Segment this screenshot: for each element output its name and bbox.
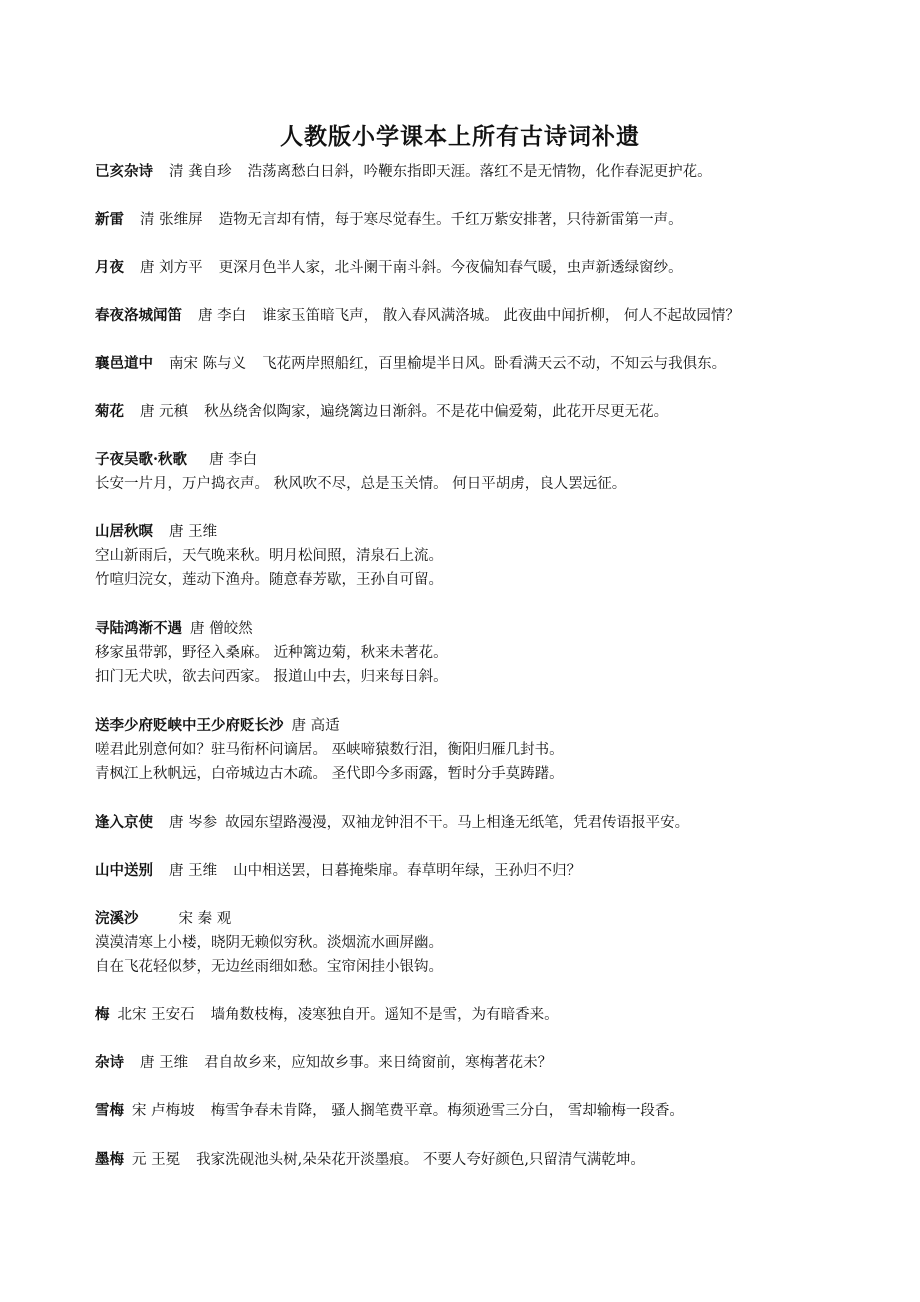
poem-title: 送李少府贬峡中王少府贬长沙 bbox=[95, 717, 284, 734]
poem-title: 已亥杂诗 bbox=[95, 163, 153, 180]
poem-line bbox=[95, 1051, 885, 1075]
poem-line: 青枫江上秋帆远，白帝城边古木疏。 圣代即今多雨露，暂时分手莫踌躇。 bbox=[95, 766, 564, 782]
poem bbox=[95, 352, 885, 376]
poem-heading bbox=[95, 617, 885, 641]
poem-attribution: 元 王冕 bbox=[132, 1152, 181, 1168]
poem-text: 秋丛绕舍似陶家，遍绕篱边日渐斜。不是花中偏爱菊，此花开尽更无花。 bbox=[204, 404, 669, 420]
poem bbox=[95, 1051, 885, 1075]
poem-title: 梅 bbox=[95, 1006, 110, 1023]
poem-line bbox=[95, 256, 885, 280]
poem-text: 山中相送罢，日暮掩柴扉。春草明年绿，王孙归不归？ bbox=[233, 863, 582, 879]
poem-line: 竹喧归浣女，莲动下渔舟。随意春芳歇，王孙自可留。 bbox=[95, 572, 443, 588]
poem bbox=[95, 448, 885, 496]
poem-text: 更深月色半人家，北斗阑干南斗斜。今夜偏知春气暖，虫声新透绿窗纱。 bbox=[218, 260, 683, 276]
poem-line bbox=[95, 400, 885, 424]
poem-line: 空山新雨后，天气晚来秋。明月松间照，清泉石上流。 bbox=[95, 548, 443, 564]
poem-line bbox=[95, 304, 885, 328]
poem-attribution: 唐 王维 bbox=[169, 863, 218, 879]
poem-text: 梅雪争春未肯降， 骚人搁笔费平章。梅须逊雪三分白， 雪却输梅一段香。 bbox=[210, 1103, 684, 1119]
poem-attribution: 唐 王维 bbox=[169, 524, 218, 540]
poem-title: 浣溪沙 bbox=[95, 910, 139, 927]
poem-text: 故园东望路漫漫，双袖龙钟泪不干。马上相逢无纸笔，凭君传语报平安。 bbox=[225, 815, 690, 831]
poem-title: 子夜吴歌·秋歌 bbox=[95, 451, 188, 468]
poem-line: 移家虽带郭，野径入桑麻。 近种篱边菊，秋来未著花。 bbox=[95, 645, 448, 661]
poem-line bbox=[95, 859, 885, 883]
poem-heading bbox=[95, 907, 885, 931]
poem bbox=[95, 907, 885, 979]
poem bbox=[95, 304, 885, 328]
poem-attribution: 唐 李白 bbox=[209, 452, 258, 468]
poem-heading bbox=[95, 714, 885, 738]
poem-attribution: 清 龚自珍 bbox=[169, 164, 232, 180]
poem-title: 雪梅 bbox=[95, 1102, 124, 1119]
poem-attribution: 唐 元稹 bbox=[140, 404, 189, 420]
poem-attribution: 唐 岑参 bbox=[169, 815, 218, 831]
poem-line: 自在飞花轻似梦，无边丝雨细如愁。宝帘闲挂小银钩。 bbox=[95, 959, 443, 975]
poem bbox=[95, 1148, 885, 1172]
poem-line bbox=[95, 208, 885, 232]
poem-attribution: 北宋 王安石 bbox=[117, 1007, 195, 1023]
poem-text: 浩荡离愁白日斜，吟鞭东指即天涯。落红不是无情物，化作春泥更护花。 bbox=[247, 164, 712, 180]
poem bbox=[95, 400, 885, 424]
poem bbox=[95, 256, 885, 280]
poem-text: 我家洗砚池头树,朵朵花开淡墨痕。 不要人夸好颜色,只留清气满乾坤。 bbox=[196, 1152, 645, 1168]
poem-attribution: 南宋 陈与义 bbox=[169, 356, 247, 372]
poem-text: 墙角数枝梅，凌寒独自开。遥知不是雪，为有暗香来。 bbox=[210, 1007, 559, 1023]
poem bbox=[95, 714, 885, 786]
poem-title: 杂诗 bbox=[95, 1054, 124, 1071]
poem-attribution: 唐 僧皎然 bbox=[190, 621, 253, 637]
poem-title: 山居秋暝 bbox=[95, 523, 153, 540]
poem-text: 飞花两岸照船红，百里榆堤半日风。卧看满天云不动，不知云与我俱东。 bbox=[262, 356, 727, 372]
poem-line bbox=[95, 352, 885, 376]
poem-line: 嗟君此别意何如？驻马衔杯问谪居。 巫峡啼猿数行泪，衡阳归雁几封书。 bbox=[95, 742, 564, 758]
poem-text: 谁家玉笛暗飞声， 散入春风满洛城。 此夜曲中闻折柳， 何人不起故园情？ bbox=[262, 308, 740, 324]
poem-heading bbox=[95, 520, 885, 544]
poem bbox=[95, 208, 885, 232]
poem bbox=[95, 160, 885, 184]
poem bbox=[95, 811, 885, 835]
poem bbox=[95, 1099, 885, 1123]
poem-text: 君自故乡来，应知故乡事。来日绮窗前，寒梅著花未？ bbox=[204, 1055, 553, 1071]
poem-title: 墨梅 bbox=[95, 1151, 124, 1168]
poem-attribution: 宋 秦 观 bbox=[178, 911, 232, 927]
page-title: 人教版小学课本上所有古诗词补遗 bbox=[280, 123, 640, 150]
poem-line bbox=[95, 1148, 885, 1172]
poem-line: 漠漠清寒上小楼，晓阴无赖似穷秋。淡烟流水画屏幽。 bbox=[95, 935, 443, 951]
poem-heading bbox=[95, 448, 885, 472]
poem-attribution: 宋 卢梅坡 bbox=[132, 1103, 195, 1119]
poem-attribution: 唐 高适 bbox=[291, 718, 340, 734]
poem-title: 襄邑道中 bbox=[95, 355, 153, 372]
poem-line: 扣门无犬吠，欲去问西家。 报道山中去，归来每日斜。 bbox=[95, 669, 448, 685]
poem-attribution: 唐 王维 bbox=[140, 1055, 189, 1071]
poem-line: 长安一片月，万户捣衣声。 秋风吹不尽，总是玉关情。 何日平胡虏，良人罢远征。 bbox=[95, 476, 627, 492]
poem-attribution: 清 张维屏 bbox=[140, 212, 203, 228]
poem bbox=[95, 617, 885, 689]
poem-title: 山中送别 bbox=[95, 862, 153, 879]
poem bbox=[95, 520, 885, 592]
poem-text: 造物无言却有情，每于寒尽觉春生。千红万紫安排著，只待新雷第一声。 bbox=[218, 212, 683, 228]
poem-title: 春夜洛城闻笛 bbox=[95, 307, 182, 324]
poem-title: 逢入京使 bbox=[95, 814, 153, 831]
poem-line bbox=[95, 160, 885, 184]
poem-line bbox=[95, 1003, 885, 1027]
poem bbox=[95, 1003, 885, 1027]
poem-line bbox=[95, 811, 885, 835]
poem-title: 新雷 bbox=[95, 211, 124, 228]
poem-title: 寻陆鸿渐不遇 bbox=[95, 620, 182, 637]
poem-attribution: 唐 刘方平 bbox=[140, 260, 203, 276]
poem-attribution: 唐 李白 bbox=[198, 308, 247, 324]
poem-title: 菊花 bbox=[95, 403, 124, 420]
poem-title: 月夜 bbox=[95, 259, 124, 276]
poem bbox=[95, 859, 885, 883]
poem-line bbox=[95, 1099, 885, 1123]
